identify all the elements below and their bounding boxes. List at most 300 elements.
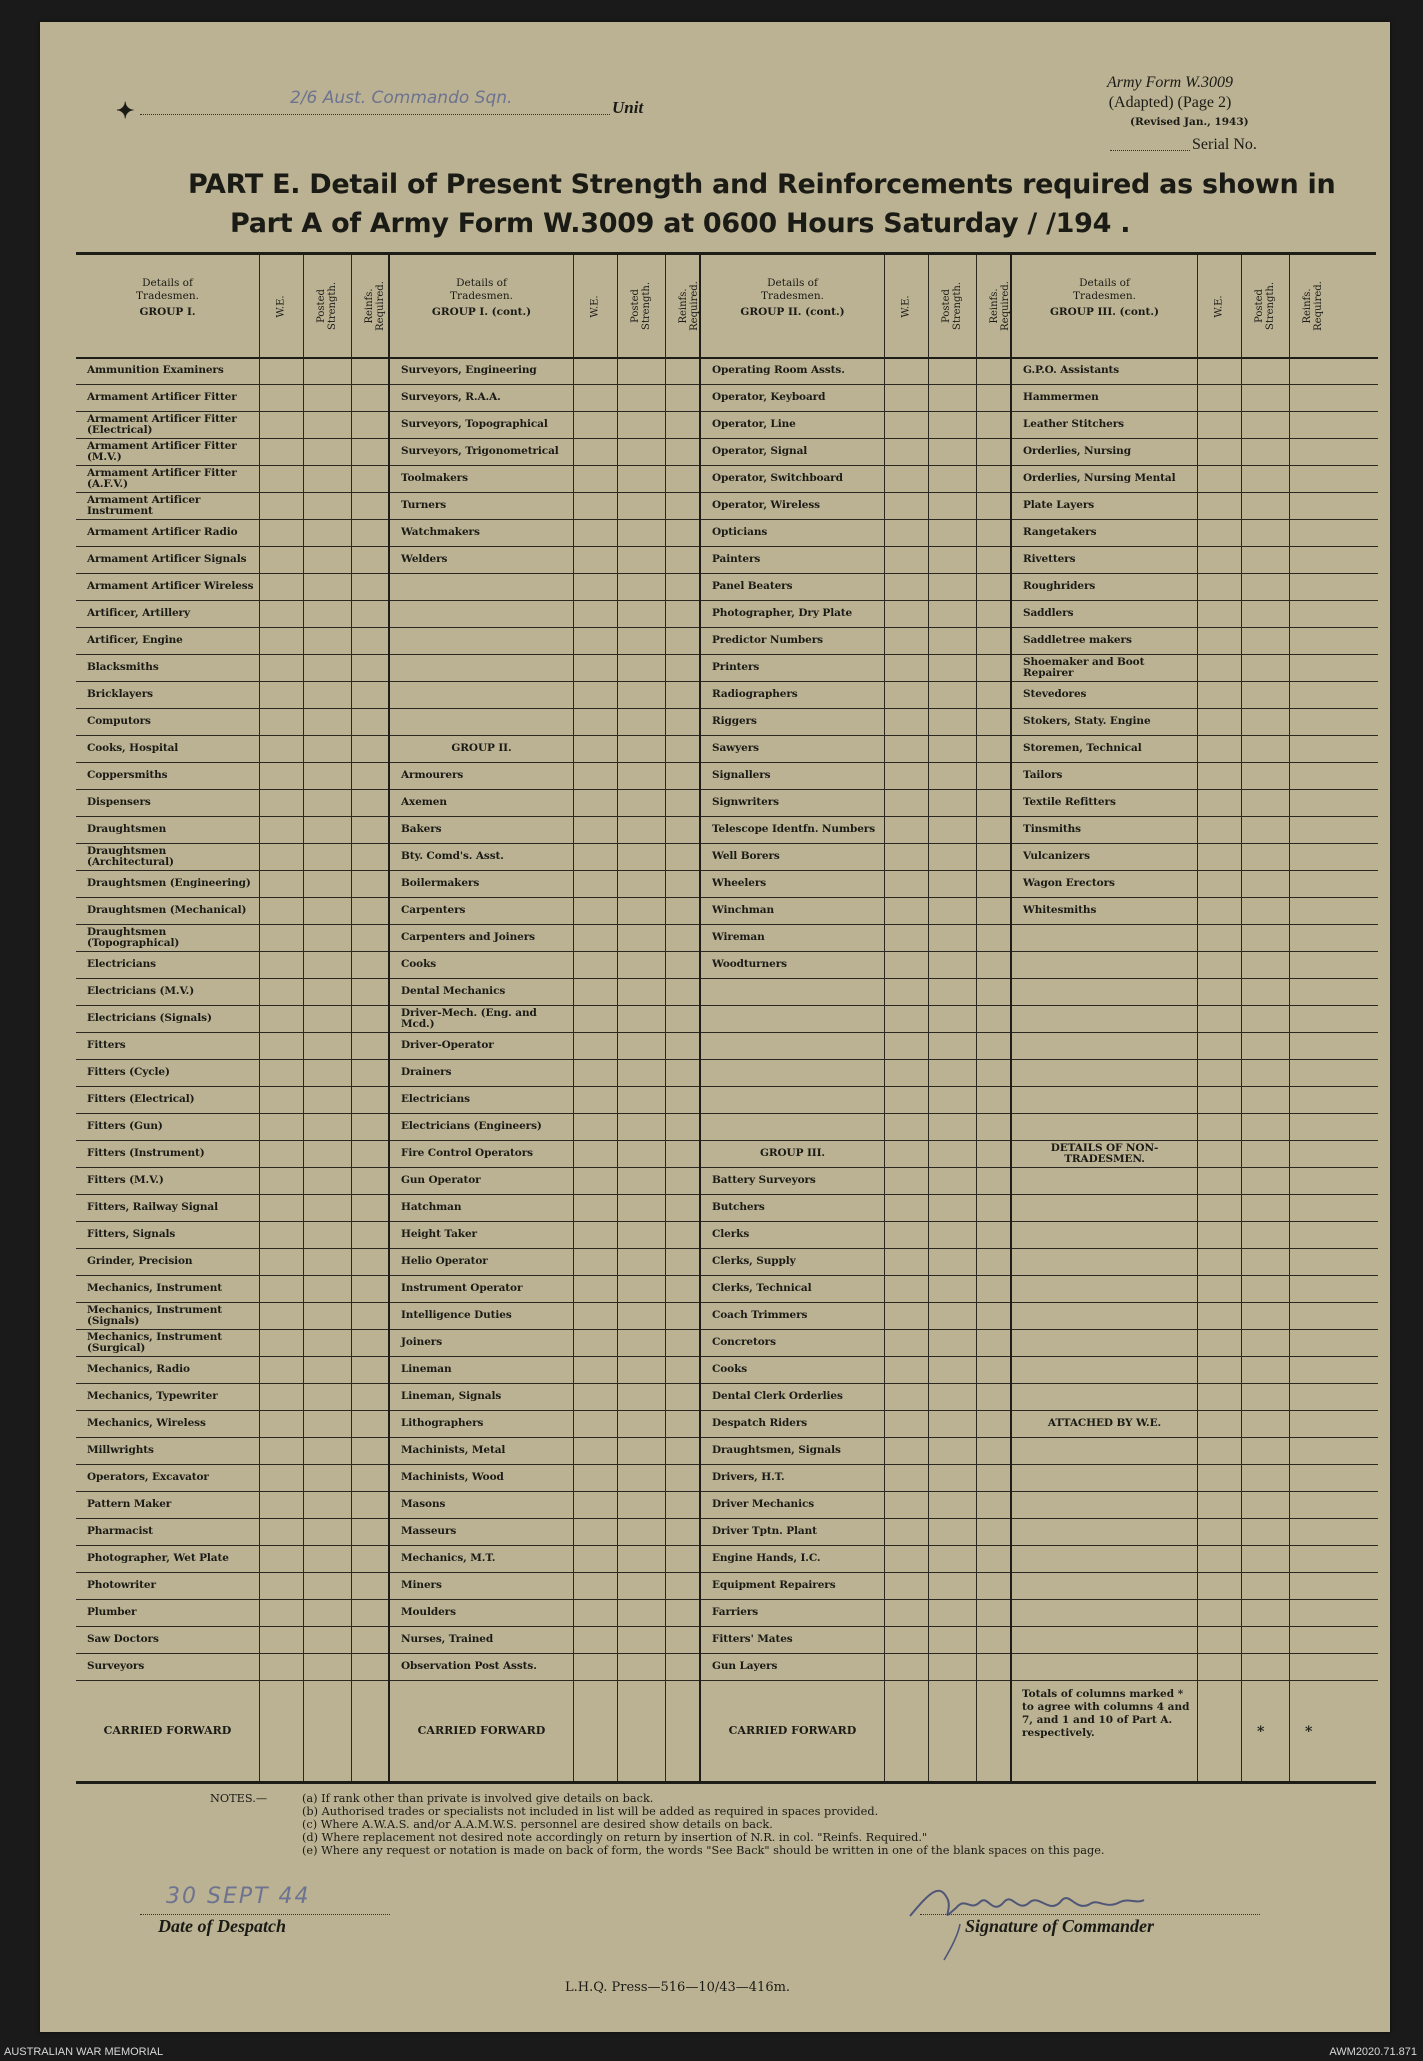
entry-cell-posted[interactable] bbox=[928, 897, 976, 924]
entry-cell-posted[interactable] bbox=[1241, 600, 1289, 627]
entry-cell-we[interactable] bbox=[573, 1194, 617, 1221]
entry-cell-posted[interactable] bbox=[303, 1356, 351, 1383]
entry-cell-posted[interactable] bbox=[617, 1383, 665, 1410]
entry-cell-we[interactable] bbox=[884, 1086, 928, 1113]
entry-cell-we[interactable] bbox=[259, 978, 303, 1005]
entry-cell-we[interactable] bbox=[1197, 1005, 1241, 1032]
entry-cell-we[interactable] bbox=[884, 1572, 928, 1599]
entry-cell-posted[interactable] bbox=[303, 411, 351, 438]
entry-cell-posted[interactable] bbox=[617, 1140, 665, 1167]
entry-cell-we[interactable] bbox=[884, 1545, 928, 1572]
entry-cell-posted[interactable] bbox=[617, 1437, 665, 1464]
entry-cell-posted[interactable] bbox=[617, 1194, 665, 1221]
entry-cell-we[interactable] bbox=[259, 384, 303, 411]
entry-cell-posted[interactable] bbox=[303, 1221, 351, 1248]
entry-cell-posted[interactable] bbox=[617, 1356, 665, 1383]
entry-cell-we[interactable] bbox=[884, 627, 928, 654]
entry-cell-posted[interactable] bbox=[1241, 681, 1289, 708]
entry-cell-we[interactable] bbox=[884, 897, 928, 924]
entry-cell-we[interactable] bbox=[573, 1518, 617, 1545]
entry-cell-posted[interactable] bbox=[303, 1383, 351, 1410]
entry-cell-posted[interactable] bbox=[1241, 573, 1289, 600]
entry-cell-posted[interactable] bbox=[617, 573, 665, 600]
entry-cell-we[interactable] bbox=[573, 924, 617, 951]
entry-cell-reinfs[interactable] bbox=[1289, 1491, 1337, 1518]
entry-cell-we[interactable] bbox=[1197, 816, 1241, 843]
entry-cell-we[interactable] bbox=[259, 1653, 303, 1680]
entry-cell-we[interactable] bbox=[259, 1167, 303, 1194]
entry-cell-posted[interactable] bbox=[303, 1491, 351, 1518]
entry-cell-posted[interactable] bbox=[928, 978, 976, 1005]
entry-cell-we[interactable] bbox=[1197, 1464, 1241, 1491]
entry-cell-posted[interactable] bbox=[617, 789, 665, 816]
entry-cell-posted[interactable] bbox=[928, 924, 976, 951]
entry-cell-reinfs[interactable] bbox=[1289, 384, 1337, 411]
entry-cell-reinfs[interactable] bbox=[1289, 1383, 1337, 1410]
entry-cell-we[interactable] bbox=[259, 789, 303, 816]
entry-cell-posted[interactable] bbox=[1241, 1653, 1289, 1680]
entry-cell-we[interactable] bbox=[573, 1248, 617, 1275]
entry-cell-we[interactable] bbox=[259, 1626, 303, 1653]
entry-cell-reinfs[interactable] bbox=[1289, 654, 1337, 681]
entry-cell-posted[interactable] bbox=[1241, 1005, 1289, 1032]
entry-cell-posted[interactable] bbox=[303, 600, 351, 627]
entry-cell-posted[interactable] bbox=[928, 951, 976, 978]
entry-cell-posted[interactable] bbox=[303, 654, 351, 681]
entry-cell-posted[interactable] bbox=[303, 816, 351, 843]
entry-cell-posted[interactable] bbox=[1241, 1275, 1289, 1302]
entry-cell-posted[interactable] bbox=[617, 951, 665, 978]
entry-cell-we[interactable] bbox=[1197, 978, 1241, 1005]
entry-cell-posted[interactable] bbox=[303, 924, 351, 951]
entry-cell-we[interactable] bbox=[1197, 1248, 1241, 1275]
entry-cell-we[interactable] bbox=[1197, 1653, 1241, 1680]
entry-cell-we[interactable] bbox=[573, 600, 617, 627]
entry-cell-posted[interactable] bbox=[928, 1113, 976, 1140]
entry-cell-we[interactable] bbox=[573, 1653, 617, 1680]
entry-cell-posted[interactable] bbox=[1241, 1545, 1289, 1572]
entry-cell-we[interactable] bbox=[884, 573, 928, 600]
entry-cell-we[interactable] bbox=[884, 438, 928, 465]
entry-cell-we[interactable] bbox=[884, 1356, 928, 1383]
entry-cell-we[interactable] bbox=[259, 1599, 303, 1626]
entry-cell-posted[interactable] bbox=[1241, 1464, 1289, 1491]
entry-cell-we[interactable] bbox=[1197, 924, 1241, 951]
entry-cell-we[interactable] bbox=[884, 1059, 928, 1086]
entry-cell-posted[interactable] bbox=[1241, 411, 1289, 438]
entry-cell-posted[interactable] bbox=[928, 816, 976, 843]
entry-cell-we[interactable] bbox=[884, 843, 928, 870]
entry-cell-we[interactable] bbox=[1197, 843, 1241, 870]
entry-cell-reinfs[interactable] bbox=[1289, 735, 1337, 762]
entry-cell-posted[interactable] bbox=[303, 1302, 351, 1329]
entry-cell-posted[interactable] bbox=[617, 1086, 665, 1113]
entry-cell-we[interactable] bbox=[884, 978, 928, 1005]
entry-cell-we[interactable] bbox=[884, 546, 928, 573]
entry-cell-posted[interactable] bbox=[617, 1113, 665, 1140]
entry-cell-we[interactable] bbox=[573, 573, 617, 600]
entry-cell-posted[interactable] bbox=[303, 1545, 351, 1572]
entry-cell-posted[interactable] bbox=[1241, 1383, 1289, 1410]
entry-cell-we[interactable] bbox=[573, 1167, 617, 1194]
entry-cell-we[interactable] bbox=[573, 384, 617, 411]
entry-cell-reinfs[interactable] bbox=[1289, 1113, 1337, 1140]
entry-cell-reinfs[interactable] bbox=[1289, 1059, 1337, 1086]
entry-cell-we[interactable] bbox=[573, 1410, 617, 1437]
entry-cell-posted[interactable] bbox=[1241, 1086, 1289, 1113]
entry-cell-we[interactable] bbox=[1197, 1383, 1241, 1410]
entry-cell-posted[interactable] bbox=[617, 1653, 665, 1680]
entry-cell-reinfs[interactable] bbox=[1289, 1464, 1337, 1491]
entry-cell-posted[interactable] bbox=[617, 1572, 665, 1599]
entry-cell-posted[interactable] bbox=[1241, 951, 1289, 978]
entry-cell-reinfs[interactable] bbox=[1289, 357, 1337, 384]
entry-cell-posted[interactable] bbox=[928, 627, 976, 654]
entry-cell-we[interactable] bbox=[884, 1329, 928, 1356]
entry-cell-posted[interactable] bbox=[617, 1410, 665, 1437]
entry-cell-posted[interactable] bbox=[1241, 627, 1289, 654]
entry-cell-posted[interactable] bbox=[1241, 1329, 1289, 1356]
entry-cell-we[interactable] bbox=[1197, 951, 1241, 978]
entry-cell-reinfs[interactable] bbox=[1289, 681, 1337, 708]
entry-cell-posted[interactable] bbox=[1241, 897, 1289, 924]
entry-cell-we[interactable] bbox=[884, 1518, 928, 1545]
entry-cell-we[interactable] bbox=[573, 1464, 617, 1491]
entry-cell-posted[interactable] bbox=[303, 384, 351, 411]
entry-cell-posted[interactable] bbox=[1241, 789, 1289, 816]
entry-cell-we[interactable] bbox=[259, 1464, 303, 1491]
entry-cell-reinfs[interactable] bbox=[1289, 600, 1337, 627]
entry-cell-we[interactable] bbox=[1197, 681, 1241, 708]
entry-cell-posted[interactable] bbox=[617, 870, 665, 897]
entry-cell-posted[interactable] bbox=[1241, 1410, 1289, 1437]
entry-cell-we[interactable] bbox=[1197, 1086, 1241, 1113]
entry-cell-we[interactable] bbox=[1197, 573, 1241, 600]
entry-cell-reinfs[interactable] bbox=[1289, 1275, 1337, 1302]
entry-cell-posted[interactable] bbox=[617, 1248, 665, 1275]
entry-cell-posted[interactable] bbox=[303, 1518, 351, 1545]
entry-cell-reinfs[interactable] bbox=[1289, 1599, 1337, 1626]
entry-cell-we[interactable] bbox=[884, 1302, 928, 1329]
entry-cell-we[interactable] bbox=[1197, 465, 1241, 492]
entry-cell-we[interactable] bbox=[1197, 1518, 1241, 1545]
entry-cell-reinfs[interactable] bbox=[1289, 789, 1337, 816]
entry-cell-we[interactable] bbox=[259, 681, 303, 708]
entry-cell-we[interactable] bbox=[573, 816, 617, 843]
entry-cell-posted[interactable] bbox=[1241, 816, 1289, 843]
entry-cell-posted[interactable] bbox=[303, 1599, 351, 1626]
entry-cell-we[interactable] bbox=[1197, 1113, 1241, 1140]
entry-cell-we[interactable] bbox=[259, 762, 303, 789]
entry-cell-posted[interactable] bbox=[303, 897, 351, 924]
entry-cell-we[interactable] bbox=[1197, 708, 1241, 735]
entry-cell-we[interactable] bbox=[573, 843, 617, 870]
entry-cell-posted[interactable] bbox=[928, 1005, 976, 1032]
entry-cell-reinfs[interactable] bbox=[1289, 708, 1337, 735]
entry-cell-posted[interactable] bbox=[617, 492, 665, 519]
entry-cell-posted[interactable] bbox=[928, 546, 976, 573]
entry-cell-posted[interactable] bbox=[303, 1167, 351, 1194]
entry-cell-posted[interactable] bbox=[1241, 519, 1289, 546]
entry-cell-posted[interactable] bbox=[928, 519, 976, 546]
entry-cell-we[interactable] bbox=[259, 1329, 303, 1356]
entry-cell-posted[interactable] bbox=[303, 1113, 351, 1140]
entry-cell-reinfs[interactable] bbox=[1289, 1437, 1337, 1464]
entry-cell-posted[interactable] bbox=[303, 1464, 351, 1491]
entry-cell-we[interactable] bbox=[884, 1005, 928, 1032]
entry-cell-we[interactable] bbox=[573, 1221, 617, 1248]
entry-cell-posted[interactable] bbox=[617, 816, 665, 843]
entry-cell-we[interactable] bbox=[1197, 600, 1241, 627]
entry-cell-we[interactable] bbox=[259, 735, 303, 762]
entry-cell-posted[interactable] bbox=[928, 357, 976, 384]
entry-cell-posted[interactable] bbox=[928, 1545, 976, 1572]
entry-cell-posted[interactable] bbox=[1241, 1518, 1289, 1545]
entry-cell-we[interactable] bbox=[884, 519, 928, 546]
entry-cell-posted[interactable] bbox=[928, 1518, 976, 1545]
entry-cell-we[interactable] bbox=[1197, 357, 1241, 384]
entry-cell-we[interactable] bbox=[573, 951, 617, 978]
entry-cell-posted[interactable] bbox=[1241, 357, 1289, 384]
entry-cell-reinfs[interactable] bbox=[1289, 870, 1337, 897]
entry-cell-posted[interactable] bbox=[1241, 1248, 1289, 1275]
entry-cell-we[interactable] bbox=[884, 1464, 928, 1491]
entry-cell-posted[interactable] bbox=[617, 1167, 665, 1194]
entry-cell-reinfs[interactable] bbox=[1289, 1194, 1337, 1221]
entry-cell-we[interactable] bbox=[884, 1599, 928, 1626]
entry-cell-posted[interactable] bbox=[1241, 654, 1289, 681]
entry-cell-we[interactable] bbox=[259, 1194, 303, 1221]
entry-cell-posted[interactable] bbox=[617, 627, 665, 654]
entry-cell-posted[interactable] bbox=[928, 1437, 976, 1464]
entry-cell-we[interactable] bbox=[573, 357, 617, 384]
entry-cell-we[interactable] bbox=[884, 1410, 928, 1437]
entry-cell-we[interactable] bbox=[259, 1491, 303, 1518]
entry-cell-posted[interactable] bbox=[928, 735, 976, 762]
entry-cell-reinfs[interactable] bbox=[1289, 1005, 1337, 1032]
entry-cell-posted[interactable] bbox=[303, 708, 351, 735]
entry-cell-we[interactable] bbox=[884, 816, 928, 843]
entry-cell-reinfs[interactable] bbox=[1289, 1086, 1337, 1113]
entry-cell-posted[interactable] bbox=[617, 1518, 665, 1545]
entry-cell-we[interactable] bbox=[884, 1032, 928, 1059]
entry-cell-posted[interactable] bbox=[617, 384, 665, 411]
entry-cell-we[interactable] bbox=[573, 1383, 617, 1410]
entry-cell-posted[interactable] bbox=[1241, 843, 1289, 870]
entry-cell-posted[interactable] bbox=[1241, 1356, 1289, 1383]
entry-cell-we[interactable] bbox=[259, 1032, 303, 1059]
entry-cell-posted[interactable] bbox=[303, 1275, 351, 1302]
entry-cell-posted[interactable] bbox=[303, 1194, 351, 1221]
entry-cell-we[interactable] bbox=[1197, 1167, 1241, 1194]
entry-cell-we[interactable] bbox=[1197, 1572, 1241, 1599]
entry-cell-reinfs[interactable] bbox=[1289, 1653, 1337, 1680]
entry-cell-reinfs[interactable] bbox=[1289, 1572, 1337, 1599]
entry-cell-posted[interactable] bbox=[928, 681, 976, 708]
entry-cell-we[interactable] bbox=[884, 654, 928, 681]
entry-cell-posted[interactable] bbox=[928, 1356, 976, 1383]
entry-cell-we[interactable] bbox=[1197, 735, 1241, 762]
entry-cell-posted[interactable] bbox=[303, 357, 351, 384]
entry-cell-we[interactable] bbox=[259, 1005, 303, 1032]
entry-cell-reinfs[interactable] bbox=[1289, 762, 1337, 789]
entry-cell-we[interactable] bbox=[573, 1545, 617, 1572]
entry-cell-posted[interactable] bbox=[1241, 1140, 1289, 1167]
entry-cell-we[interactable] bbox=[1197, 1410, 1241, 1437]
entry-cell-reinfs[interactable] bbox=[1289, 951, 1337, 978]
entry-cell-we[interactable] bbox=[884, 1491, 928, 1518]
entry-cell-we[interactable] bbox=[1197, 1059, 1241, 1086]
entry-cell-we[interactable] bbox=[573, 1329, 617, 1356]
entry-cell-posted[interactable] bbox=[1241, 465, 1289, 492]
entry-cell-posted[interactable] bbox=[928, 843, 976, 870]
entry-cell-posted[interactable] bbox=[1241, 1491, 1289, 1518]
entry-cell-posted[interactable] bbox=[303, 1059, 351, 1086]
entry-cell-posted[interactable] bbox=[928, 1086, 976, 1113]
entry-cell-posted[interactable] bbox=[928, 1410, 976, 1437]
entry-cell-posted[interactable] bbox=[928, 1140, 976, 1167]
entry-cell-we[interactable] bbox=[1197, 492, 1241, 519]
entry-cell-posted[interactable] bbox=[303, 870, 351, 897]
entry-cell-we[interactable] bbox=[259, 1545, 303, 1572]
entry-cell-we[interactable] bbox=[884, 1626, 928, 1653]
entry-cell-reinfs[interactable] bbox=[1289, 1248, 1337, 1275]
entry-cell-reinfs[interactable] bbox=[1289, 843, 1337, 870]
entry-cell-posted[interactable] bbox=[928, 1599, 976, 1626]
entry-cell-we[interactable] bbox=[1197, 1356, 1241, 1383]
entry-cell-posted[interactable] bbox=[617, 843, 665, 870]
entry-cell-posted[interactable] bbox=[928, 1464, 976, 1491]
entry-cell-posted[interactable] bbox=[1241, 924, 1289, 951]
entry-cell-we[interactable] bbox=[1197, 519, 1241, 546]
entry-cell-we[interactable] bbox=[259, 1275, 303, 1302]
entry-cell-posted[interactable] bbox=[928, 1248, 976, 1275]
entry-cell-posted[interactable] bbox=[1241, 978, 1289, 1005]
entry-cell-posted[interactable] bbox=[617, 1545, 665, 1572]
entry-cell-we[interactable] bbox=[259, 843, 303, 870]
entry-cell-we[interactable] bbox=[573, 1491, 617, 1518]
entry-cell-we[interactable] bbox=[884, 735, 928, 762]
entry-cell-we[interactable] bbox=[259, 1518, 303, 1545]
entry-cell-posted[interactable] bbox=[928, 1572, 976, 1599]
entry-cell-reinfs[interactable] bbox=[1289, 1518, 1337, 1545]
entry-cell-we[interactable] bbox=[884, 411, 928, 438]
entry-cell-posted[interactable] bbox=[617, 1005, 665, 1032]
entry-cell-we[interactable] bbox=[884, 708, 928, 735]
entry-cell-we[interactable] bbox=[573, 1572, 617, 1599]
entry-cell-posted[interactable] bbox=[1241, 1437, 1289, 1464]
entry-cell-posted[interactable] bbox=[1241, 870, 1289, 897]
entry-cell-posted[interactable] bbox=[617, 1275, 665, 1302]
entry-cell-posted[interactable] bbox=[303, 789, 351, 816]
entry-cell-we[interactable] bbox=[259, 1086, 303, 1113]
entry-cell-we[interactable] bbox=[573, 465, 617, 492]
entry-cell-reinfs[interactable] bbox=[1289, 627, 1337, 654]
entry-cell-we[interactable] bbox=[259, 465, 303, 492]
entry-cell-we[interactable] bbox=[1197, 1194, 1241, 1221]
entry-cell-we[interactable] bbox=[573, 1275, 617, 1302]
entry-cell-we[interactable] bbox=[1197, 546, 1241, 573]
entry-cell-we[interactable] bbox=[573, 1302, 617, 1329]
entry-cell-posted[interactable] bbox=[303, 1005, 351, 1032]
entry-cell-posted[interactable] bbox=[928, 1329, 976, 1356]
entry-cell-reinfs[interactable] bbox=[1289, 1140, 1337, 1167]
entry-cell-we[interactable] bbox=[259, 654, 303, 681]
entry-cell-we[interactable] bbox=[884, 1167, 928, 1194]
entry-cell-we[interactable] bbox=[1197, 870, 1241, 897]
entry-cell-we[interactable] bbox=[259, 708, 303, 735]
entry-cell-reinfs[interactable] bbox=[1289, 519, 1337, 546]
entry-cell-posted[interactable] bbox=[303, 1140, 351, 1167]
entry-cell-posted[interactable] bbox=[1241, 735, 1289, 762]
entry-cell-we[interactable] bbox=[573, 1356, 617, 1383]
entry-cell-we[interactable] bbox=[573, 1005, 617, 1032]
entry-cell-we[interactable] bbox=[259, 1410, 303, 1437]
entry-cell-posted[interactable] bbox=[617, 438, 665, 465]
entry-cell-we[interactable] bbox=[1197, 1599, 1241, 1626]
entry-cell-posted[interactable] bbox=[617, 708, 665, 735]
entry-cell-posted[interactable] bbox=[617, 897, 665, 924]
entry-cell-we[interactable] bbox=[573, 1113, 617, 1140]
entry-cell-we[interactable] bbox=[884, 681, 928, 708]
entry-cell-posted[interactable] bbox=[617, 411, 665, 438]
entry-cell-posted[interactable] bbox=[928, 1194, 976, 1221]
entry-cell-we[interactable] bbox=[1197, 789, 1241, 816]
entry-cell-we[interactable] bbox=[259, 627, 303, 654]
entry-cell-posted[interactable] bbox=[928, 573, 976, 600]
entry-cell-we[interactable] bbox=[573, 1059, 617, 1086]
entry-cell-posted[interactable] bbox=[928, 465, 976, 492]
entry-cell-reinfs[interactable] bbox=[1289, 465, 1337, 492]
entry-cell-we[interactable] bbox=[573, 708, 617, 735]
entry-cell-posted[interactable] bbox=[928, 762, 976, 789]
entry-cell-posted[interactable] bbox=[1241, 1626, 1289, 1653]
entry-cell-reinfs[interactable] bbox=[1289, 978, 1337, 1005]
entry-cell-posted[interactable] bbox=[303, 465, 351, 492]
entry-cell-we[interactable] bbox=[573, 897, 617, 924]
entry-cell-posted[interactable] bbox=[617, 546, 665, 573]
entry-cell-we[interactable] bbox=[1197, 411, 1241, 438]
entry-cell-we[interactable] bbox=[573, 654, 617, 681]
entry-cell-posted[interactable] bbox=[1241, 1599, 1289, 1626]
entry-cell-posted[interactable] bbox=[1241, 762, 1289, 789]
entry-cell-posted[interactable] bbox=[1241, 438, 1289, 465]
entry-cell-we[interactable] bbox=[884, 762, 928, 789]
entry-cell-posted[interactable] bbox=[303, 1572, 351, 1599]
entry-cell-posted[interactable] bbox=[303, 978, 351, 1005]
entry-cell-posted[interactable] bbox=[928, 1653, 976, 1680]
entry-cell-posted[interactable] bbox=[617, 1626, 665, 1653]
entry-cell-we[interactable] bbox=[884, 1437, 928, 1464]
entry-cell-reinfs[interactable] bbox=[1289, 492, 1337, 519]
entry-cell-we[interactable] bbox=[884, 951, 928, 978]
entry-cell-we[interactable] bbox=[884, 1383, 928, 1410]
entry-cell-posted[interactable] bbox=[617, 1491, 665, 1518]
entry-cell-posted[interactable] bbox=[1241, 1167, 1289, 1194]
entry-cell-posted[interactable] bbox=[617, 1599, 665, 1626]
entry-cell-posted[interactable] bbox=[303, 681, 351, 708]
entry-cell-reinfs[interactable] bbox=[1289, 411, 1337, 438]
entry-cell-reinfs[interactable] bbox=[1289, 1410, 1337, 1437]
entry-cell-posted[interactable] bbox=[928, 1626, 976, 1653]
entry-cell-we[interactable] bbox=[573, 1032, 617, 1059]
entry-cell-we[interactable] bbox=[573, 519, 617, 546]
entry-cell-posted[interactable] bbox=[303, 519, 351, 546]
entry-cell-posted[interactable] bbox=[928, 708, 976, 735]
entry-cell-we[interactable] bbox=[259, 870, 303, 897]
entry-cell-posted[interactable] bbox=[617, 924, 665, 951]
entry-cell-we[interactable] bbox=[1197, 897, 1241, 924]
